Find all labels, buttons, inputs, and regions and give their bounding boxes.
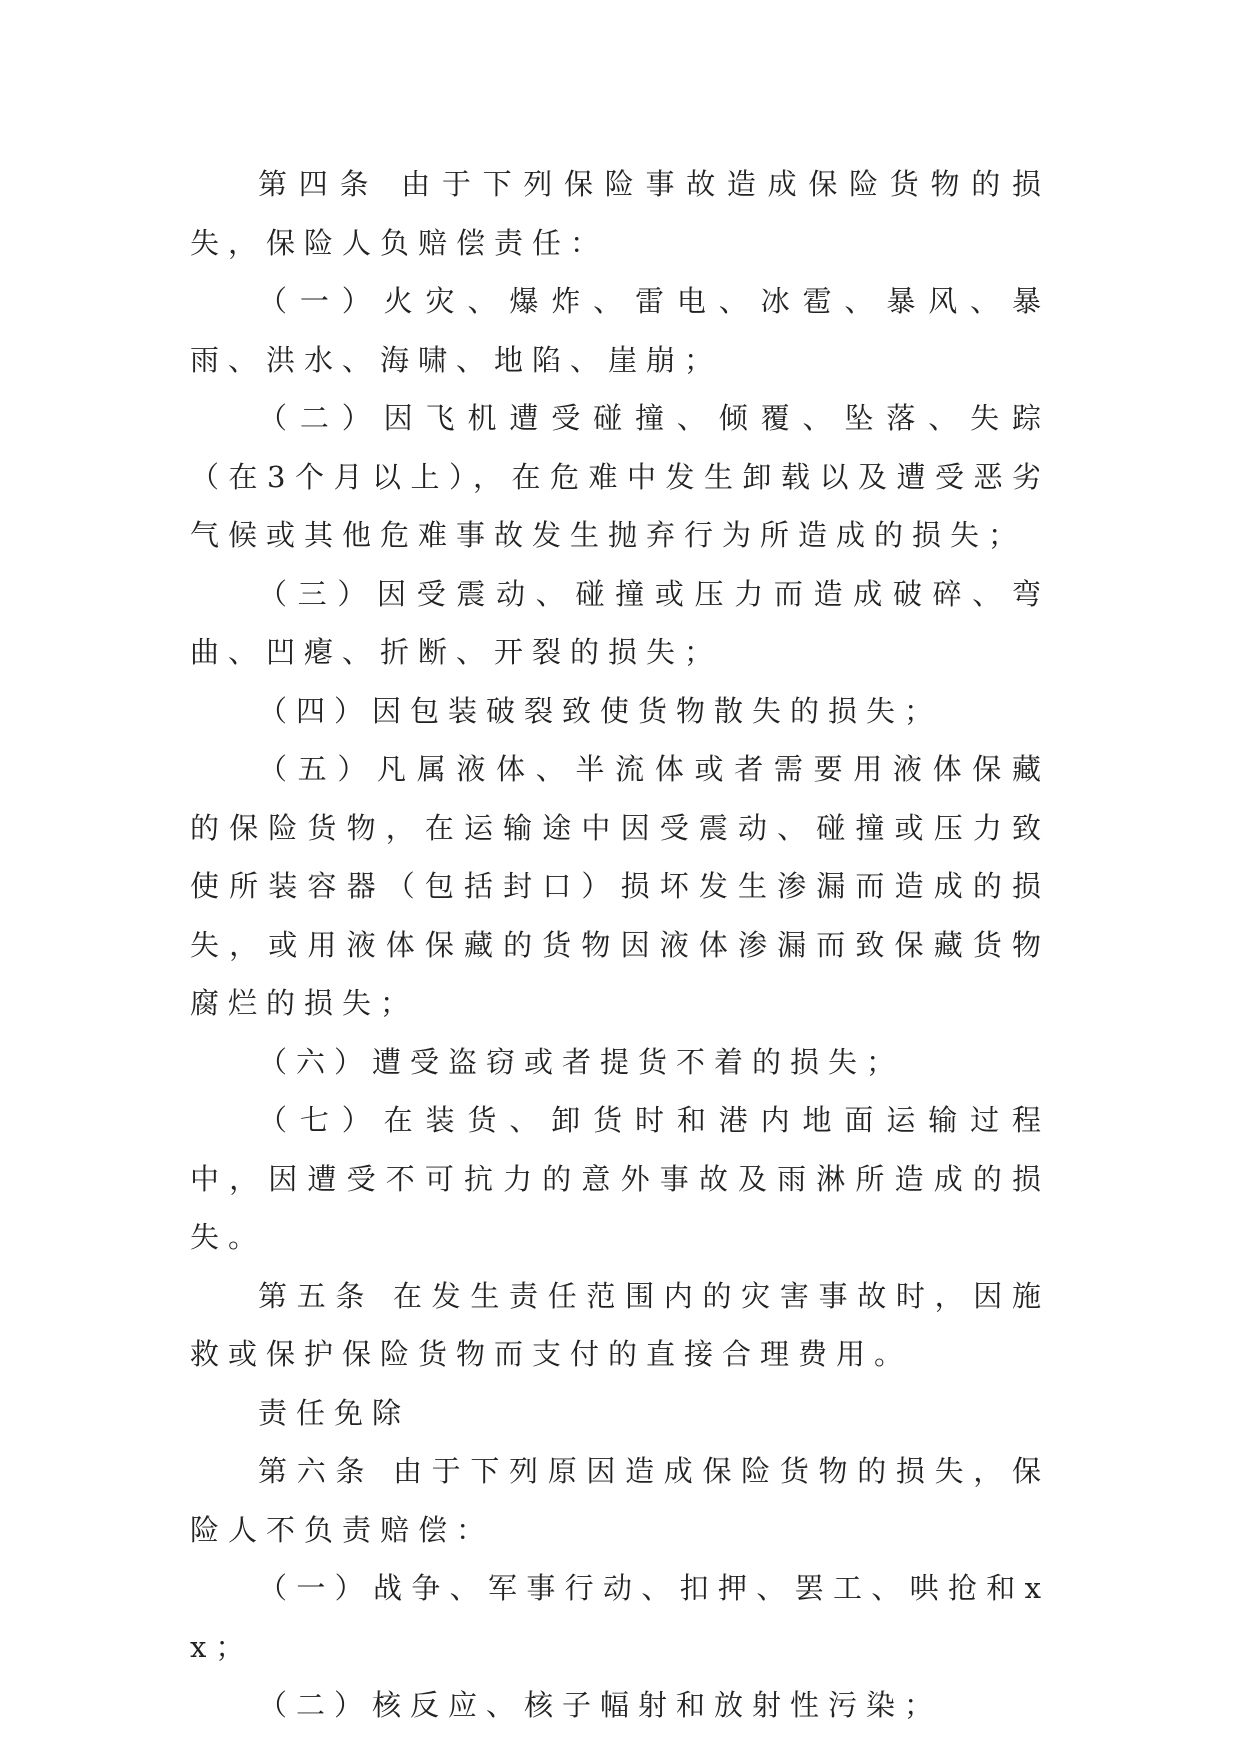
- article-4-paragraph: 第四条 由于下列保险事故造成保险货物的损失，保险人负赔偿责任：: [190, 167, 1050, 260]
- section-heading-exclusions: 责任免除: [258, 1395, 411, 1430]
- article-4-item-3: （三）因受震动、碰撞或压力而造成破碎、弯曲、凹瘪、折断、开裂的损失；: [190, 576, 1050, 669]
- article-6-item-2: （二）核反应、核子幅射和放射性污染；: [258, 1688, 943, 1722]
- article-6-paragraph: 第六条 由于下列原因造成保险货物的损失，保险人不负责赔偿：: [190, 1454, 1050, 1547]
- article-4-item-2: （二）因飞机遭受碰撞、倾覆、坠落、失踪（在3个月以上），在危难中发生卸载以及遭受恶劣气候或其他危难事故发生抛弃行为所造成的损失；: [190, 401, 1050, 552]
- article-4-item-6: （六）遭受盗窃或者提货不着的损失；: [258, 1044, 905, 1079]
- article-6-item-1: （一）战争、军事行动、扣押、罢工、哄抢和xx；: [190, 1571, 1050, 1664]
- article-4-item-4: （四）因包装破裂致使货物散失的损失；: [258, 693, 943, 728]
- document-body: [190, 155, 1050, 1735]
- article-4-item-5: （五）凡属液体、半流体或者需要用液体保藏的保险货物，在运输途中因受震动、碰撞或压力致使所装容器（包括封口）损坏发生渗漏而造成的损失，或用液体保藏的货物因液体渗漏而致保藏货物腐烂的损失；: [190, 752, 1050, 1020]
- article-4-item-1: （一）火灾、爆炸、雷电、冰雹、暴风、暴雨、洪水、海啸、地陷、崖崩；: [190, 284, 1050, 377]
- article-4-item-7: （七）在装货、卸货时和港内地面运输过程中，因遭受不可抗力的意外事故及雨淋所造成的损失。: [190, 1103, 1050, 1254]
- article-5-paragraph: 第五条 在发生责任范围内的灾害事故时，因施救或保护保险货物而支付的直接合理费用。: [190, 1278, 1050, 1371]
